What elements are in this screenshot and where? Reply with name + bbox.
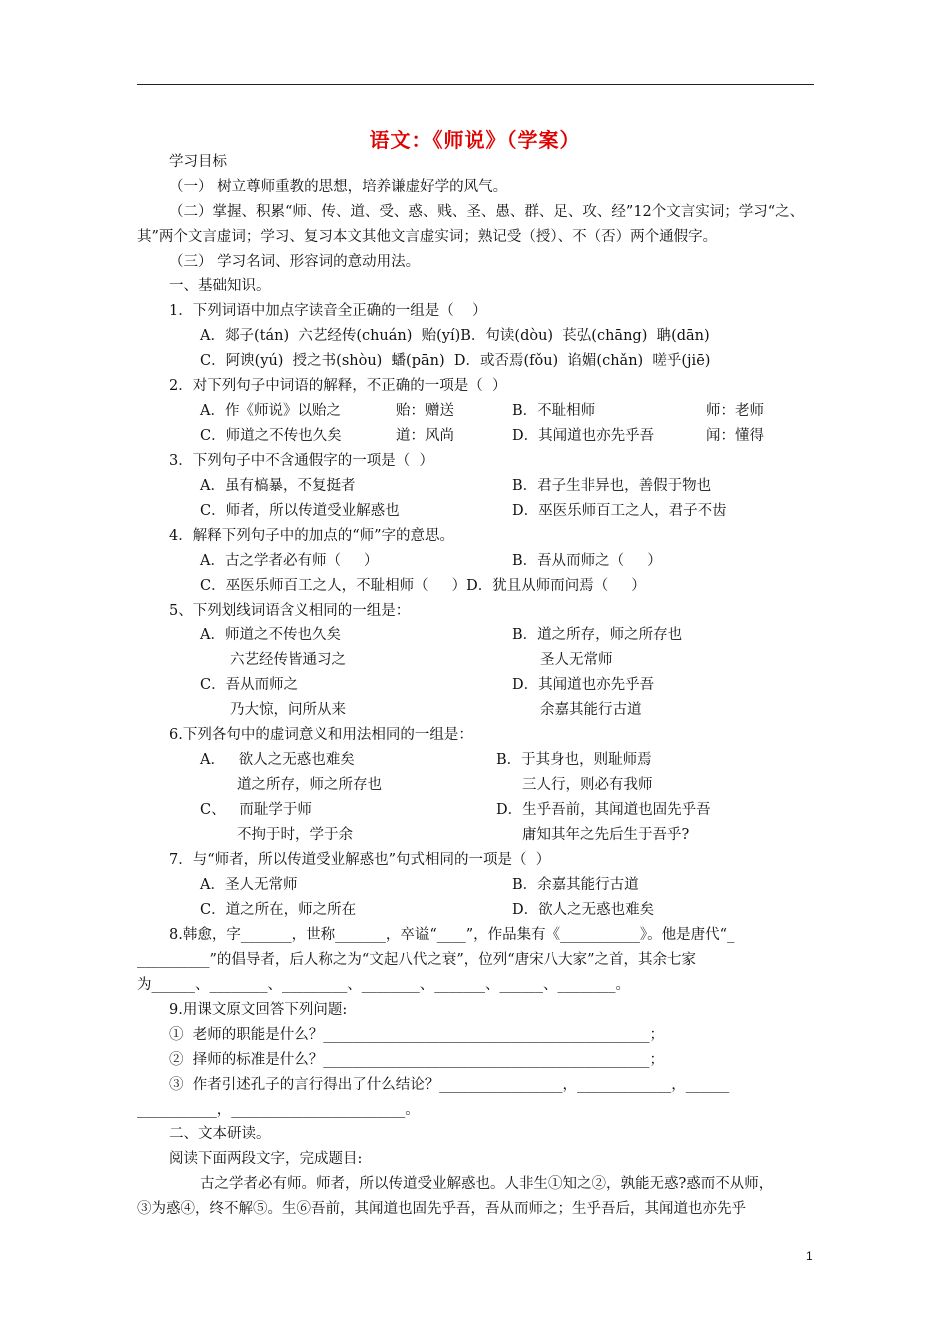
passage-line: ③为惑④，终不解⑤。生⑥吾前，其闻道也固先乎吾，吾从而师之；生乎吾后，其闻道也亦先乎: [137, 1201, 746, 1217]
sub-question: ② 择师的标准是什么？_____________________________________________；: [169, 1052, 664, 1068]
question: 3．下列句子中不含通假字的一项是（ ）: [169, 453, 434, 469]
sub-question: ① 老师的职能是什么？_____________________________________________；: [169, 1027, 664, 1043]
option: D．其闻道也亦先乎吾: [512, 428, 655, 444]
text-line: 其”两个文言虚词；学习、复习本文其他文言虚实词；熟记受（授）、不（否）两个通假字。: [137, 229, 718, 245]
option: D．其闻道也亦先乎吾: [512, 677, 655, 693]
option: A．作《师说》以贻之: [200, 403, 341, 419]
option-continued: 六艺经传皆通习之: [230, 652, 346, 668]
option-continued: 圣人无常师: [540, 652, 613, 668]
text-line: 学习目标: [169, 154, 227, 170]
fill-blank-question: __________”的倡导者，后人称之为“文起八代之衰”，位列“唐宋八大家”之首，其余七家: [137, 952, 697, 968]
option: D．巫医乐师百工之人，君子不齿: [512, 503, 727, 519]
option-row: C．巫医乐师百工之人，不耻相师（ ）D．犹且从师而问焉（ ）: [200, 578, 646, 594]
option: D．生乎吾前，其闻道也固先乎吾: [496, 802, 711, 818]
question: 7．与“师者，所以传道受业解惑也”句式相同的一项是（ ）: [169, 852, 551, 868]
option-row: C．阿谀(yú) 授之书(shòu) 蟠(pān) D．或否焉(fǒu) 谄媚(chǎn) 嗟乎(jiē): [200, 353, 711, 369]
option-gloss: 贻：赠送: [396, 403, 454, 419]
fill-blank-question: 为______、________、_________、________、_______、______、________。: [137, 977, 630, 993]
header-rule: [137, 84, 814, 85]
sub-question: ③ 作者引述孔子的言行得出了什么结论？_________________，_____________，______: [169, 1077, 730, 1093]
option: C、 而耻学于师: [200, 802, 312, 818]
option: C．师道之不传也久矣: [200, 428, 342, 444]
option: C．吾从而师之: [200, 677, 299, 693]
option: B．不耻相师: [512, 403, 596, 419]
option: A．师道之不传也久矣: [200, 627, 341, 643]
option-continued: 不拘于时，学于余: [237, 827, 353, 843]
sub-question: ___________，________________________。: [137, 1102, 420, 1118]
option: A．虽有槁暴，不复挺者: [200, 478, 356, 494]
option: B．吾从而师之（ ）: [512, 553, 662, 569]
option: B．余嘉其能行古道: [512, 877, 639, 893]
option: B．君子生非异也，善假于物也: [512, 478, 712, 494]
option-continued: 道之所存，师之所存也: [237, 777, 382, 793]
question: 5、下列划线词语含义相同的一组是：: [169, 603, 411, 619]
option-row: A．郯子(tán) 六艺经传(chuán) 贻(yí)B．句读(dòu) 苌弘(chāng) 聃(dān): [200, 328, 710, 344]
option: D．欲人之无惑也难矣: [512, 902, 655, 918]
option: C．道之所在，师之所在: [200, 902, 357, 918]
passage-line: 古之学者必有师。师者，所以传道受业解惑也。人非生①知之②，孰能无惑?惑而不从师，: [200, 1176, 774, 1192]
option-gloss: 道：风尚: [396, 428, 454, 444]
question: 1．下列词语中加点字读音全正确的一组是（ ）: [169, 303, 487, 319]
option: B．道之所存，师之所存也: [512, 627, 683, 643]
question: 9.用课文原文回答下列问题:: [169, 1002, 348, 1018]
question: 2．对下列句子中词语的解释，不正确的一项是（ ）: [169, 378, 507, 394]
question: 4．解释下列句子中的加点的“师”字的意思。: [169, 528, 455, 544]
option: A． 欲人之无惑也难矣: [200, 752, 355, 768]
text-line: （一） 树立尊师重教的思想，培养谦虚好学的风气。: [169, 179, 508, 195]
option-continued: 庸知其年之先后生于吾乎?: [522, 827, 690, 843]
section-heading: 二、文本研读。: [169, 1126, 271, 1142]
option-gloss: 闻：懂得: [706, 428, 764, 444]
option-continued: 余嘉其能行古道: [540, 702, 642, 718]
page-title: 语文：《师说》（学案）: [369, 128, 581, 152]
option: B．于其身也，则耻师焉: [496, 752, 652, 768]
text-line: （三） 学习名词、形容词的意动用法。: [169, 254, 421, 270]
text-line: （二）掌握、积累“师、传、道、受、惑、贱、圣、愚、群、足、攻、经”12个文言实词；学习“之、: [169, 204, 805, 220]
section-heading: 一、基础知识。: [169, 278, 271, 294]
option-gloss: 师：老师: [706, 403, 764, 419]
option: A．圣人无常师: [200, 877, 298, 893]
option-continued: 三人行，则必有我师: [522, 777, 653, 793]
option: A．古之学者必有师（ ）: [200, 553, 379, 569]
question: 6.下列各句中的虚词意义和用法相同的一组是：: [169, 727, 473, 743]
option-continued: 乃大惊，问所从来: [230, 702, 346, 718]
page-number: 1: [806, 1249, 813, 1263]
instruction: 阅读下面两段文字，完成题目:: [169, 1151, 363, 1167]
fill-blank-question: 8.韩愈，字_______，世称_______，卒谥“____”，作品集有《___________》。他是唐代“_: [169, 927, 735, 943]
option: C．师者，所以传道受业解惑也: [200, 503, 400, 519]
